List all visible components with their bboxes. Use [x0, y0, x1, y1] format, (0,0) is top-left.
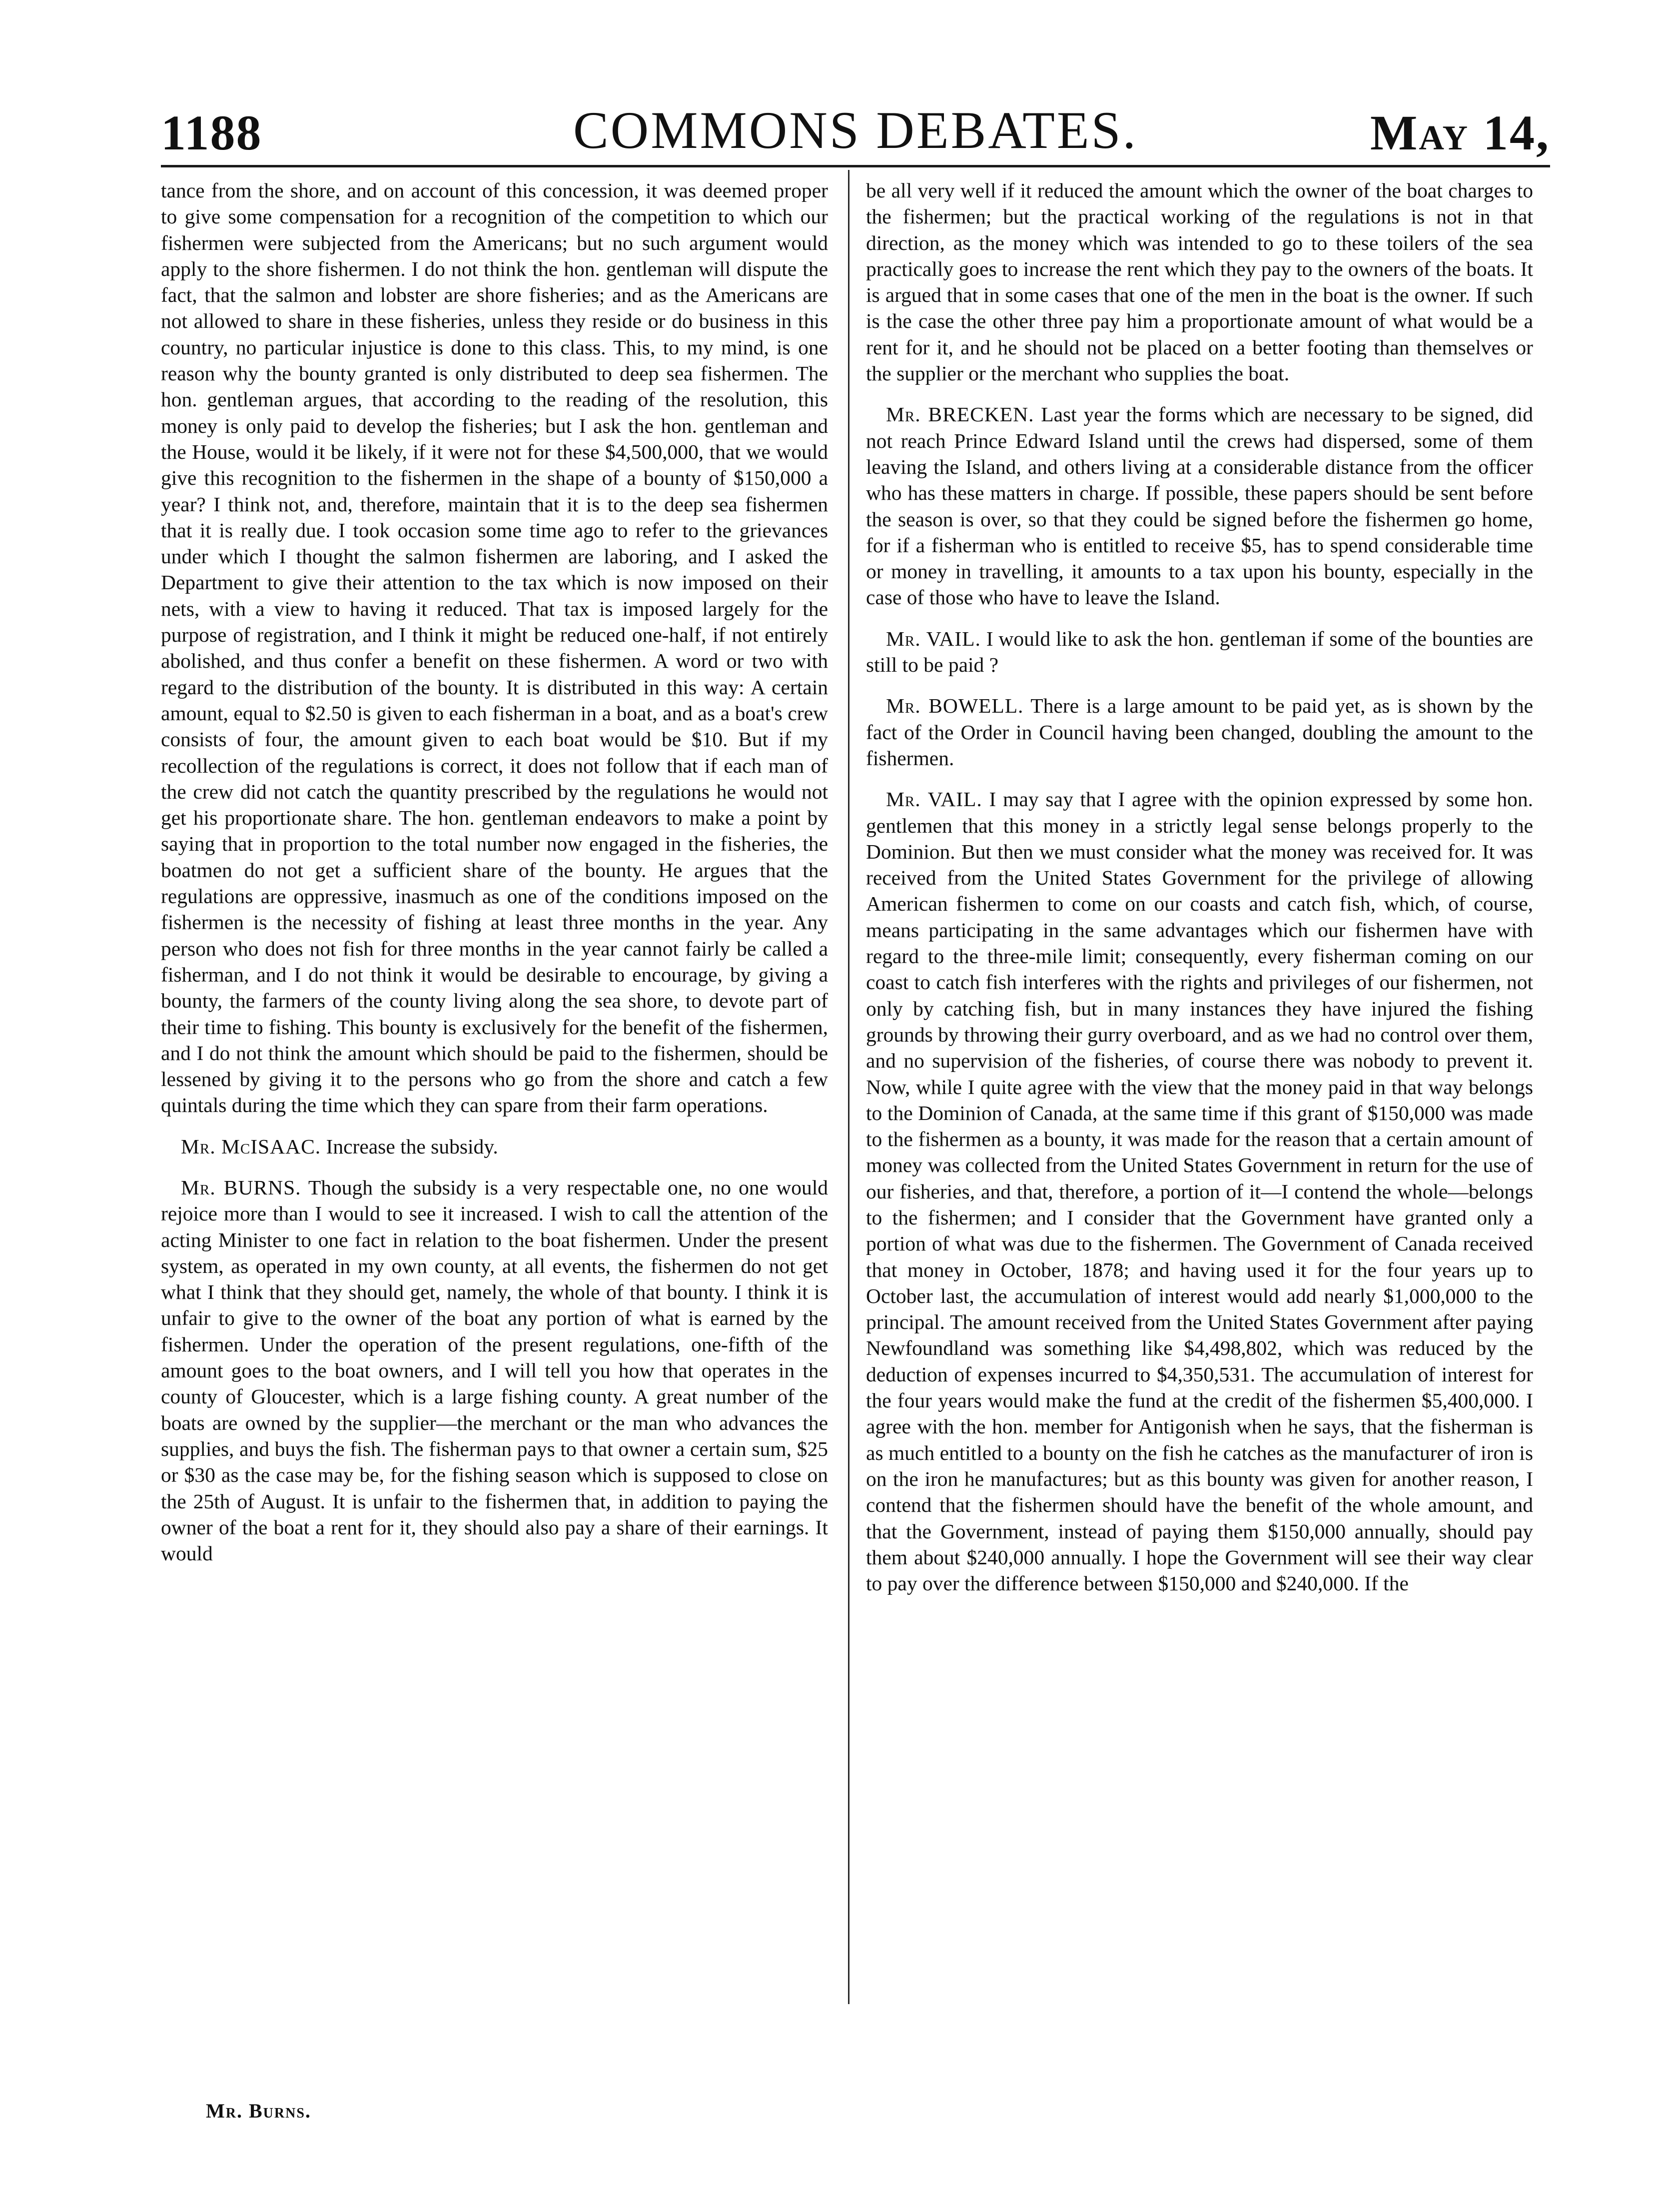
paragraph	[866, 626, 1533, 678]
right-column	[866, 177, 1533, 2077]
speech-text: There is a large amount to be paid yet, as is shown by the fact of the Order in Council having been changed, doubling the amount to the fishermen.	[866, 694, 1533, 770]
speaker-name: Mr. BRECKEN.	[886, 403, 1034, 426]
speech-text: I would like to ask the hon. gentleman if some of the bounties are still to be paid ?	[866, 627, 1533, 677]
speech-text: I may say that I agree with the opinion expressed by some hon. gentlemen that this money in a strictly legal sense belongs properly to the Dominion. But then we must consider what the money was received for. It was received from the United States Government for the privilege of allowing American fishermen to come on our coasts and catch fish, which, of course, means participating in the same advantages which our fishermen have with regard to the three-mile limit; consequently, every fisherman coming on our coast to catch fish interferes with the rights and privileges of our fishermen, not only by catching fish, but in many instances they have injured the fishing grounds by throwing their gurry overboard, and as we had no control over them, and no supervision of the fisheries, of course there was nobody to prevent it. Now, while I quite agree with the view that the money paid in that way belongs to the Dominion of Canada, at the same time if this grant of $150,000 was made to the fishermen as a bounty, it was made for the reason that a certain amount of money was collected from the United States Government in return for the use of our fisheries, and that, therefore, a portion of it—I contend the whole—belongs to the fishermen; and I consider that the Government have granted only a portion of what was due to the fishermen. The Government of Canada received that money in October, 1878; and having used it for the four years up to October last, the accumulation of interest would add nearly $1,000,000 to the principal. The amount received from the United States Government after paying Newfoundland was something like $4,498,802, which was reduced by the deduction of expenses incurred to $4,350,531. The accumulation of interest for the four years would make the fund at the credit of the fishermen $5,400,000. I agree with the hon. member for Antigonish when he says, that the fisherman is as much entitled to a bounty on the fish he catches as the manufacturer of iron is on the iron he manufactures; but as this bounty was given for another reason, I contend that the fishermen should have the benefit of the whole amount, and that the Government, instead of paying them $150,000 annually, should pay them about $240,000 annually. I hope the Government will see their way clear to pay over the difference between $150,000 and $240,000. If the	[866, 788, 1533, 1595]
speaker-name: Mr. BURNS.	[181, 1175, 301, 1199]
paragraph	[866, 401, 1533, 610]
footer-speaker: Mr. Burns.	[206, 2100, 311, 2122]
paragraph: be all very well if it reduced the amount which the owner of the boat charges to the fishermen; but the practical working of the regulations is not in that direction, as the money which was intended to go to these toilers of the sea practically goes to increase the rent which they pay to the owners of the boats. It is argued that in some cases that one of the men in the boat is the owner. If such is the case the other three pay him a proportionate amount of what would be a rent for it, and he should not be placed on a better footing than themselves or the supplier or the merchant who supplies the boat.	[866, 179, 1533, 385]
speaker-name: Mr. BOWELL.	[886, 694, 1024, 718]
speech-text: Though the subsidy is a very respectable one, no one would rejoice more than I would to see it increased. I wish to call the attention of the acting Minister to one fact in relation to the boat fishermen. Under the present system, as operated in my own county, at all events, the fishermen do not get what I think that they should get, namely, the whole of that bounty. I think it is unfair to give to the owner of the boat any portion of what is earned by the fishermen. Under the operation of the present regulations, one-fifth of the amount goes to the boat owners, and I will tell you how that operates in the county of Gloucester, which is a large fishing county. A great number of the boats are owned by the supplier—the merchant or the man who advances the supplies, and buys the fish. The fisherman pays to that owner a certain sum, $25 or $30 as the case may be, for the fishing season which is supposed to close on the 25th of August. It is unfair to the fishermen that, in addition to paying the owner of the boat a rent for it, they should also pay a share of their earnings. It would	[161, 1175, 828, 1565]
paragraph	[161, 1174, 828, 1566]
speaker-name: Mr. McISAAC.	[181, 1134, 321, 1158]
page-number: 1188	[161, 105, 262, 160]
left-column	[161, 177, 828, 2077]
paragraph: tance from the shore, and on account of this concession, it was deemed proper to give some compensation for a recognition of the competition to which our fishermen were subjected from the Americans; but no such argument would apply to the shore fishermen. I do not think the hon. gentleman will dispute the fact, that the salmon and lobster are shore fisheries; and as the Americans are not allowed to share in these fisheries, unless they reside or do business in this country, no particular injustice is done to this class. This, to my mind, is one reason why the bounty granted is only distributed to deep sea fishermen. The hon. gentleman argues, that according to the reading of the resolution, this money is only paid to develop the fisheries; but I ask the hon. gentleman and the House, would it be likely, if it were not for these $4,500,000, that we would give this recognition to the fishermen in the shape of a bounty of $150,000 a year? I think not, and, therefore, maintain that it is to the deep sea fishermen that it is really due. I took occasion some time ago to refer to the grievances under which I thought the salmon fishermen are laboring, and I asked the Department to give their attention to the tax which is now imposed on their nets, with a view to having it reduced. That tax is imposed largely for the purpose of registration, and I think it might be reduced one-half, if not entirely abolished, and thus confer a benefit on these fishermen. A word or two with regard to the distribution of the bounty. It is distributed in this way: A certain amount, equal to $2.50 is given to each fisherman in a boat, and as a boat's crew consists of four, the amount given to each boat would be $10. But if my recollection of the regulations is correct, it does not follow that if each man of the crew did not catch the quantity prescribed by the regulations he would not get his proportionate share. The hon. gentleman endeavors to make a point by saying that in proportion to the total number now engaged in the fisheries, the boatmen do not get a sufficient share of the bounty. He argues that the regulations are oppressive, inasmuch as one of the conditions imposed on the fishermen is the necessity of fishing at least three months in the year. Any person who does not fish for three months in the year cannot fairly be called a fisherman, and I do not think it would be desirable to encourage, by giving a bounty, the farmers of the county living along the sea shore, to devote part of their time to fishing. This bounty is exclusively for the benefit of the fishermen, and I do not think the amount which should be paid to the fishermen, should be lessened by giving it to the persons who go from the shore and catch a few quintals during the time which they can spare from their farm operations.	[161, 179, 828, 1117]
page-header	[161, 95, 1550, 165]
speaker-name: Mr. VAIL.	[886, 627, 981, 650]
speech-text: Last year the forms which are necessary to be signed, did not reach Prince Edward Island until the crews had dispersed, some of them leaving the Island, and others living at a considerable distance from the officer who has these matters in charge. If possible, these papers should be sent before the season is over, so that they could be signed before the fishermen go home, for if a fisherman who is entitled to receive $5, has to spend considerable time or money in travelling, it amounts to a tax upon his bounty, especially in the case of those who have to leave the Island.	[866, 403, 1533, 609]
speaker-name: Mr. VAIL.	[886, 788, 982, 811]
column-divider	[848, 170, 849, 2004]
speech-text: Increase the subsidy.	[321, 1134, 498, 1158]
header-rule	[161, 165, 1550, 167]
paragraph	[161, 1133, 828, 1159]
paragraph	[866, 786, 1533, 1596]
date-heading: May 14,	[1370, 105, 1550, 160]
paragraph	[866, 693, 1533, 771]
running-title: COMMONS DEBATES.	[573, 101, 1138, 159]
